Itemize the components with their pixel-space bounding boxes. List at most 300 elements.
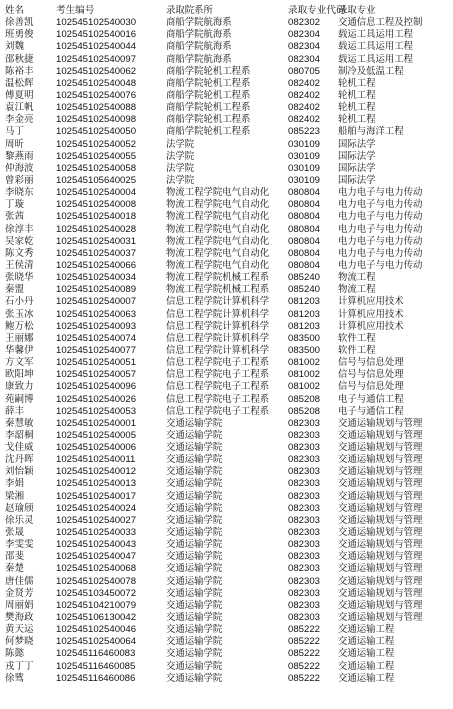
table-row <box>0 661 453 673</box>
cell-department: 交通运输学院 <box>166 624 223 636</box>
table-row <box>0 17 453 29</box>
cell-department: 信息工程学院计算机科学 <box>166 320 270 332</box>
cell-major-code: 081002 <box>288 381 321 393</box>
table-row <box>0 248 453 260</box>
cell-department: 商船学院航海系 <box>166 53 232 65</box>
cell-name: 何梦晓 <box>5 636 34 648</box>
cell-major: 轮机工程 <box>338 102 376 114</box>
cell-department: 交通运输学院 <box>166 429 223 441</box>
cell-exam-id: 102545102540007 <box>56 296 137 308</box>
cell-major: 计算机应用技术 <box>338 320 404 332</box>
cell-major: 载运工具运用工程 <box>338 41 414 53</box>
cell-name: 陈文秀 <box>5 247 34 259</box>
cell-major: 交通运输工程 <box>338 660 395 672</box>
cell-major: 电力电子与电力传动 <box>338 247 423 259</box>
cell-major: 交通运输规划与管理 <box>338 539 423 551</box>
cell-major-code: 085222 <box>288 660 321 672</box>
cell-name: 张玉冰 <box>5 308 34 320</box>
cell-major: 轮机工程 <box>338 114 376 126</box>
cell-major-code: 082303 <box>288 527 321 539</box>
cell-exam-id: 102545102540017 <box>56 490 137 502</box>
cell-name: 张晓华 <box>5 272 34 284</box>
cell-exam-id: 102545102540088 <box>56 102 137 114</box>
cell-major: 交通运输工程 <box>338 672 395 684</box>
table-row <box>0 648 453 660</box>
cell-name: 张晟 <box>5 527 25 539</box>
cell-major-code: 081002 <box>288 369 321 381</box>
cell-name: 袁江帆 <box>5 102 34 114</box>
cell-name: 康致力 <box>5 381 34 393</box>
cell-department: 商船学院轮机工程系 <box>166 77 251 89</box>
table-row <box>0 187 453 199</box>
cell-exam-id: 102545102540013 <box>56 478 137 490</box>
cell-major: 交通运输规划与管理 <box>338 563 423 575</box>
table-row <box>0 491 453 503</box>
cell-major-code: 082303 <box>288 442 321 454</box>
cell-department: 物流工程学院电气自动化 <box>166 211 270 223</box>
cell-major-code: 085222 <box>288 672 321 684</box>
cell-major: 交通运输规划与管理 <box>338 466 423 478</box>
cell-name: 曾彩丽 <box>5 174 34 186</box>
cell-department: 法学院 <box>166 174 195 186</box>
table-row <box>0 406 453 418</box>
cell-exam-id: 102545116460085 <box>56 660 136 672</box>
cell-department: 法学院 <box>166 150 195 162</box>
table-row <box>0 236 453 248</box>
cell-major-code: 080804 <box>288 259 321 271</box>
cell-major: 载运工具运用工程 <box>338 53 414 65</box>
cell-major: 交通运输规划与管理 <box>338 429 423 441</box>
cell-major-code: 080804 <box>288 247 321 259</box>
table-row <box>0 175 453 187</box>
cell-name: 邵秋捷 <box>5 53 34 65</box>
cell-department: 物流工程学院机械工程系 <box>166 272 270 284</box>
table-row <box>0 539 453 551</box>
table-row <box>0 430 453 442</box>
header-name: 姓名 <box>5 5 25 16</box>
cell-major: 交通运输规划与管理 <box>338 478 423 490</box>
table-row <box>0 454 453 466</box>
cell-department: 信息工程学院电子工程系 <box>166 393 270 405</box>
cell-major-code: 085222 <box>288 636 321 648</box>
cell-major-code: 082303 <box>288 612 321 624</box>
cell-major-code: 081203 <box>288 308 321 320</box>
cell-department: 法学院 <box>166 162 195 174</box>
table-row <box>0 66 453 78</box>
cell-major: 轮机工程 <box>338 89 376 101</box>
cell-name: 徐乐灵 <box>5 514 34 526</box>
cell-major-code: 030109 <box>288 162 321 174</box>
cell-exam-id: 102545102540037 <box>56 247 137 259</box>
cell-exam-id: 102545102540076 <box>56 89 137 101</box>
cell-department: 商船学院轮机工程系 <box>166 65 251 77</box>
cell-exam-id: 102545106130042 <box>56 612 137 624</box>
cell-exam-id: 102545102540055 <box>56 150 137 162</box>
cell-department: 交通运输学院 <box>166 490 223 502</box>
cell-exam-id: 102545102540063 <box>56 308 137 320</box>
cell-name: 赵瑜颀 <box>5 502 34 514</box>
cell-name: 刘魏 <box>5 41 25 53</box>
cell-department: 交通运输学院 <box>166 417 223 429</box>
cell-name: 陈懿 <box>5 648 25 660</box>
cell-name: 李金亮 <box>5 114 34 126</box>
cell-major-code: 082303 <box>288 551 321 563</box>
table-row <box>0 296 453 308</box>
cell-exam-id: 102545102540077 <box>56 344 137 356</box>
cell-major: 交通运输规划与管理 <box>338 514 423 526</box>
header-major-code: 录取专业代码 <box>288 5 346 16</box>
cell-major-code: 030109 <box>288 150 321 162</box>
cell-major: 载运工具运用工程 <box>338 29 414 41</box>
table-row <box>0 272 453 284</box>
cell-major-code: 085222 <box>288 648 321 660</box>
table-row <box>0 321 453 333</box>
cell-exam-id: 102545102540058 <box>56 162 137 174</box>
table-row <box>0 260 453 272</box>
cell-exam-id: 102545102540034 <box>56 272 137 284</box>
cell-major-code: 082402 <box>288 102 321 114</box>
table-row <box>0 418 453 430</box>
cell-exam-id: 102545116460086 <box>56 672 136 684</box>
cell-major-code: 080804 <box>288 187 321 199</box>
cell-department: 物流工程学院电气自动化 <box>166 187 270 199</box>
cell-major: 交通运输规划与管理 <box>338 502 423 514</box>
cell-department: 商船学院轮机工程系 <box>166 102 251 114</box>
cell-name: 梁湘 <box>5 490 25 502</box>
cell-exam-id: 102545102540062 <box>56 65 137 77</box>
table-row <box>0 442 453 454</box>
cell-name: 戈佳威 <box>5 442 34 454</box>
cell-name: 王丽娜 <box>5 332 34 344</box>
table-header-row <box>0 5 453 17</box>
table-row <box>0 41 453 53</box>
cell-major-code: 082303 <box>288 417 321 429</box>
cell-department: 信息工程学院计算机科学 <box>166 308 270 320</box>
cell-department: 信息工程学院电子工程系 <box>166 369 270 381</box>
cell-major-code: 085240 <box>288 272 321 284</box>
table-row <box>0 600 453 612</box>
cell-department: 交通运输学院 <box>166 612 223 624</box>
table-row <box>0 211 453 223</box>
cell-name: 方文军 <box>5 357 34 369</box>
cell-name: 黎燕雨 <box>5 150 34 162</box>
cell-exam-id: 102545102540068 <box>56 563 137 575</box>
table-row <box>0 163 453 175</box>
cell-major: 电力电子与电力传动 <box>338 199 423 211</box>
cell-exam-id: 102545102540006 <box>56 442 137 454</box>
cell-exam-id: 102545102540096 <box>56 381 137 393</box>
cell-name: 陈裕丰 <box>5 65 34 77</box>
table-row <box>0 673 453 685</box>
cell-name: 李韶桐 <box>5 429 34 441</box>
cell-department: 交通运输学院 <box>166 563 223 575</box>
cell-department: 信息工程学院电子工程系 <box>166 405 270 417</box>
table-row <box>0 563 453 575</box>
cell-name: 樊海政 <box>5 612 34 624</box>
header-major: 录取专业 <box>338 5 376 16</box>
cell-major: 交通运输工程 <box>338 648 395 660</box>
cell-exam-id: 102545102540031 <box>56 235 137 247</box>
cell-name: 唐佳儒 <box>5 575 34 587</box>
cell-major: 软件工程 <box>338 344 376 356</box>
cell-major: 软件工程 <box>338 332 376 344</box>
cell-department: 交通运输学院 <box>166 575 223 587</box>
cell-name: 周昕 <box>5 138 25 150</box>
cell-major-code: 081002 <box>288 357 321 369</box>
cell-major: 国际法学 <box>338 150 376 162</box>
cell-exam-id: 102545102540011 <box>56 454 136 466</box>
cell-major: 计算机应用技术 <box>338 308 404 320</box>
cell-major-code: 082304 <box>288 53 321 65</box>
cell-exam-id: 102545102540050 <box>56 126 137 138</box>
cell-exam-id: 102545102540018 <box>56 211 137 223</box>
table-row <box>0 381 453 393</box>
cell-major-code: 085208 <box>288 393 321 405</box>
cell-major-code: 082303 <box>288 514 321 526</box>
cell-department: 交通运输学院 <box>166 648 223 660</box>
cell-exam-id: 102545102540097 <box>56 53 137 65</box>
table-row <box>0 576 453 588</box>
table-row <box>0 588 453 600</box>
cell-department: 交通运输学院 <box>166 636 223 648</box>
cell-exam-id: 102545102540012 <box>56 466 137 478</box>
table-body <box>0 17 453 685</box>
cell-exam-id: 102545102540066 <box>56 259 137 271</box>
cell-name: 石小丹 <box>5 296 34 308</box>
cell-name: 苑嗣博 <box>5 393 34 405</box>
cell-major: 交通运输规划与管理 <box>338 490 423 502</box>
cell-major: 交通信息工程及控制 <box>338 17 423 29</box>
cell-major: 交通运输工程 <box>338 636 395 648</box>
cell-name: 徐骘 <box>5 672 25 684</box>
cell-major: 电力电子与电力传动 <box>338 223 423 235</box>
cell-exam-id: 102545102540030 <box>56 17 137 29</box>
cell-name: 华馨伊 <box>5 344 34 356</box>
cell-major: 物流工程 <box>338 272 376 284</box>
cell-major-code: 082303 <box>288 429 321 441</box>
cell-department: 物流工程学院电气自动化 <box>166 259 270 271</box>
cell-department: 信息工程学院计算机科学 <box>166 344 270 356</box>
cell-department: 商船学院航海系 <box>166 29 232 41</box>
cell-major-code: 082303 <box>288 587 321 599</box>
table-row <box>0 90 453 102</box>
cell-exam-id: 102545102540093 <box>56 320 137 332</box>
cell-exam-id: 102545102540078 <box>56 575 137 587</box>
cell-exam-id: 102545105640025 <box>56 174 137 186</box>
cell-exam-id: 102545102540089 <box>56 284 137 296</box>
cell-department: 交通运输学院 <box>166 551 223 563</box>
cell-department: 商船学院轮机工程系 <box>166 89 251 101</box>
cell-department: 交通运输学院 <box>166 478 223 490</box>
cell-major-code: 082402 <box>288 89 321 101</box>
cell-exam-id: 102545102540048 <box>56 77 137 89</box>
table-row <box>0 357 453 369</box>
cell-major: 电力电子与电力传动 <box>338 211 423 223</box>
cell-department: 信息工程学院电子工程系 <box>166 357 270 369</box>
table-row <box>0 102 453 114</box>
cell-name: 薛丰 <box>5 405 25 417</box>
cell-department: 交通运输学院 <box>166 527 223 539</box>
cell-department: 信息工程学院计算机科学 <box>166 296 270 308</box>
cell-name: 鲍万松 <box>5 320 34 332</box>
cell-exam-id: 102545102540033 <box>56 527 137 539</box>
cell-name: 徐善凯 <box>5 17 34 29</box>
cell-major: 国际法学 <box>338 162 376 174</box>
cell-major-code: 080804 <box>288 199 321 211</box>
cell-exam-id: 102545102540026 <box>56 393 137 405</box>
cell-major-code: 082303 <box>288 466 321 478</box>
cell-exam-id: 102545102540044 <box>56 41 137 53</box>
cell-major: 轮机工程 <box>338 77 376 89</box>
cell-name: 傅夏明 <box>5 89 34 101</box>
table-row <box>0 29 453 41</box>
cell-department: 交通运输学院 <box>166 502 223 514</box>
cell-major: 交通运输规划与管理 <box>338 527 423 539</box>
cell-exam-id: 102545102540024 <box>56 502 137 514</box>
table-row <box>0 515 453 527</box>
cell-department: 商船学院轮机工程系 <box>166 114 251 126</box>
cell-major: 国际法学 <box>338 174 376 186</box>
cell-major-code: 082303 <box>288 599 321 611</box>
cell-department: 交通运输学院 <box>166 587 223 599</box>
cell-department: 物流工程学院机械工程系 <box>166 284 270 296</box>
cell-exam-id: 102545102540051 <box>56 357 137 369</box>
cell-major: 船舶与海洋工程 <box>338 126 404 138</box>
cell-exam-id: 102545102540005 <box>56 429 137 441</box>
cell-department: 法学院 <box>166 138 195 150</box>
cell-major-code: 082303 <box>288 563 321 575</box>
cell-major: 国际法学 <box>338 138 376 150</box>
cell-major: 物流工程 <box>338 284 376 296</box>
cell-name: 李晓东 <box>5 187 34 199</box>
cell-major: 电子与通信工程 <box>338 405 404 417</box>
cell-name: 王侯清 <box>5 259 34 271</box>
cell-department: 物流工程学院电气自动化 <box>166 235 270 247</box>
cell-name: 班勇俊 <box>5 29 34 41</box>
cell-major-code: 080804 <box>288 235 321 247</box>
cell-exam-id: 102545102540004 <box>56 187 137 199</box>
cell-name: 沈丹晖 <box>5 454 34 466</box>
cell-department: 物流工程学院电气自动化 <box>166 247 270 259</box>
table-row <box>0 309 453 321</box>
cell-major: 交通运输规划与管理 <box>338 587 423 599</box>
cell-name: 黄天运 <box>5 624 34 636</box>
cell-name: 徐淳丰 <box>5 223 34 235</box>
table-row <box>0 333 453 345</box>
table-row <box>0 224 453 236</box>
cell-department: 交通运输学院 <box>166 539 223 551</box>
cell-exam-id: 102545102540052 <box>56 138 137 150</box>
cell-exam-id: 102545102540064 <box>56 636 137 648</box>
cell-exam-id: 102545102540008 <box>56 199 137 211</box>
cell-exam-id: 102545102540027 <box>56 514 137 526</box>
table-row <box>0 369 453 381</box>
cell-major-code: 082304 <box>288 29 321 41</box>
cell-major: 交通运输规划与管理 <box>338 575 423 587</box>
table-row <box>0 54 453 66</box>
table-row <box>0 151 453 163</box>
cell-department: 商船学院轮机工程系 <box>166 126 251 138</box>
cell-exam-id: 102545102540016 <box>56 29 137 41</box>
table-row <box>0 612 453 624</box>
cell-major: 交通运输工程 <box>338 624 395 636</box>
table-row <box>0 551 453 563</box>
table-row <box>0 78 453 90</box>
cell-major: 信号与信息处理 <box>338 369 404 381</box>
cell-exam-id: 102545116460083 <box>56 648 136 660</box>
cell-major: 电力电子与电力传动 <box>338 235 423 247</box>
cell-major-code: 030109 <box>288 174 321 186</box>
cell-department: 交通运输学院 <box>166 672 223 684</box>
cell-name: 欧阳坤 <box>5 369 34 381</box>
cell-department: 交通运输学院 <box>166 514 223 526</box>
cell-major: 电力电子与电力传动 <box>338 259 423 271</box>
cell-name: 金贤芳 <box>5 587 34 599</box>
cell-major-code: 082304 <box>288 41 321 53</box>
cell-major: 电力电子与电力传动 <box>338 187 423 199</box>
cell-name: 张茜 <box>5 211 25 223</box>
cell-name: 戎丁丁 <box>5 660 34 672</box>
cell-major-code: 082303 <box>288 539 321 551</box>
cell-major-code: 082303 <box>288 454 321 466</box>
cell-name: 温松辉 <box>5 77 34 89</box>
cell-major: 信号与信息处理 <box>338 357 404 369</box>
cell-exam-id: 102545102540043 <box>56 539 137 551</box>
cell-department: 信息工程学院计算机科学 <box>166 332 270 344</box>
cell-exam-id: 102545102540057 <box>56 369 137 381</box>
cell-major-code: 082402 <box>288 114 321 126</box>
cell-major: 交通运输规划与管理 <box>338 417 423 429</box>
cell-department: 信息工程学院电子工程系 <box>166 381 270 393</box>
cell-major-code: 081203 <box>288 296 321 308</box>
cell-major: 电子与通信工程 <box>338 393 404 405</box>
header-exam-id: 考生编号 <box>56 5 95 16</box>
cell-major-code: 082302 <box>288 17 321 29</box>
header-department: 录取院系所 <box>166 5 213 16</box>
cell-major: 计算机应用技术 <box>338 296 404 308</box>
table-row <box>0 114 453 126</box>
table-row <box>0 636 453 648</box>
cell-department: 交通运输学院 <box>166 466 223 478</box>
admission-table <box>0 5 453 685</box>
cell-major: 制冷及低温工程 <box>338 65 404 77</box>
cell-exam-id: 102545102540074 <box>56 332 137 344</box>
cell-exam-id: 102545102540001 <box>56 417 137 429</box>
table-row <box>0 624 453 636</box>
table-row <box>0 478 453 490</box>
cell-major-code: 085223 <box>288 126 321 138</box>
cell-name: 李雯雯 <box>5 539 34 551</box>
table-row <box>0 527 453 539</box>
cell-name: 吴家乾 <box>5 235 34 247</box>
cell-exam-id: 102545102540053 <box>56 405 137 417</box>
cell-name: 仲海波 <box>5 162 34 174</box>
table-row <box>0 139 453 151</box>
cell-department: 交通运输学院 <box>166 454 223 466</box>
table-row <box>0 394 453 406</box>
cell-department: 物流工程学院电气自动化 <box>166 199 270 211</box>
cell-major-code: 083500 <box>288 344 321 356</box>
cell-major-code: 083500 <box>288 332 321 344</box>
table-row <box>0 126 453 138</box>
cell-major: 交通运输规划与管理 <box>338 551 423 563</box>
cell-major-code: 082303 <box>288 478 321 490</box>
cell-major-code: 080804 <box>288 211 321 223</box>
cell-department: 物流工程学院电气自动化 <box>166 223 270 235</box>
cell-department: 交通运输学院 <box>166 660 223 672</box>
cell-major: 交通运输规划与管理 <box>338 442 423 454</box>
cell-name: 马丁 <box>5 126 25 138</box>
